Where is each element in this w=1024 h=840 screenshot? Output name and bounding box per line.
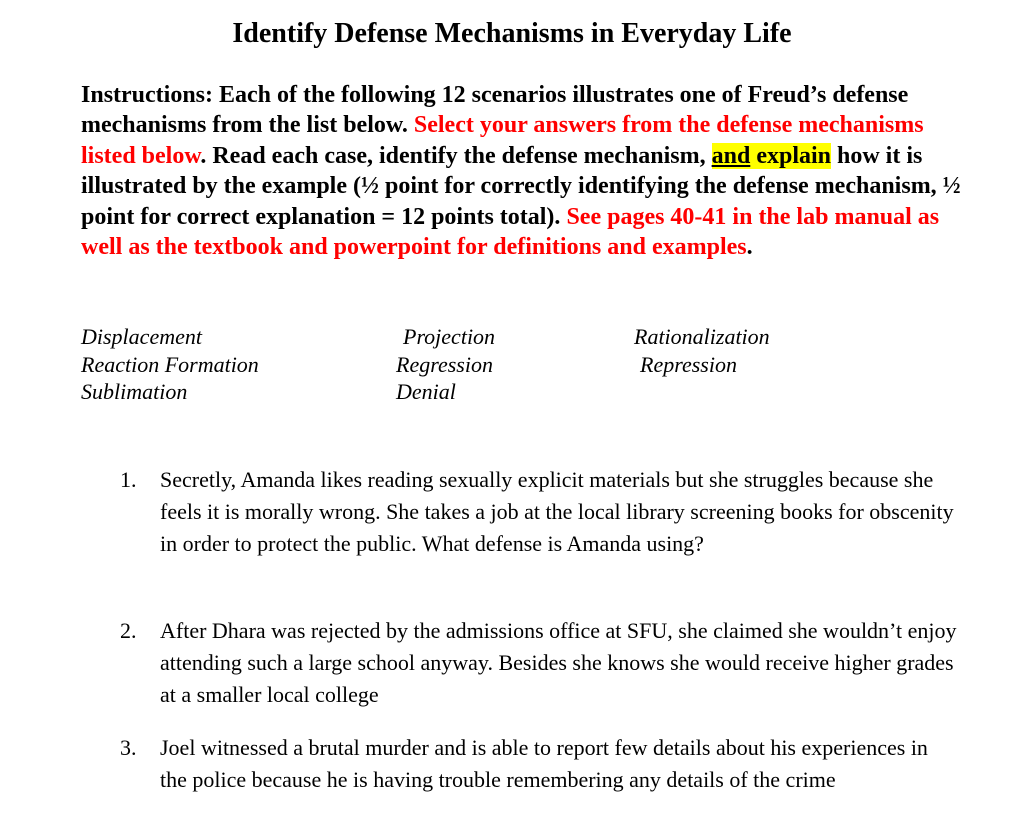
scenario-number: 2. — [120, 618, 137, 643]
underlined-and: and — [711, 142, 751, 169]
instructions-select-note: Select your answers from the defense mechanisms listed below — [81, 112, 924, 169]
highlighted-explain: explain — [750, 142, 831, 169]
mechanism-item: Rationalization — [634, 324, 770, 349]
scenario-text: Secretly, Amanda likes reading sexually explicit materials but she struggles because she feels it is morally wrong. She takes a job at the local library screening books for obscenity in order to protect the public. What defense is Amanda using? — [160, 467, 954, 556]
highlighted-and-explain — [712, 143, 831, 169]
instructions-end: . — [746, 234, 753, 261]
mechanism-item: Regression — [396, 351, 493, 377]
instructions-see-pages: See pages 40-41 in the lab manual as well as the textbook and powerpoint for definitions and examples — [81, 203, 940, 261]
mechanism-column-2 — [396, 323, 495, 406]
scenario-number: 3. — [120, 735, 137, 760]
mechanism-column-3 — [634, 323, 770, 378]
mechanism-column-1 — [81, 323, 259, 406]
scenario-text: Joel witnessed a brutal murder and is able to report few details about his experiences in the police because he is having trouble remembering any details of the crime — [160, 735, 928, 792]
mechanism-item: Reaction Formation — [81, 351, 259, 377]
instructions-read-case: . Read each case, identify the defense mechanism, — [200, 142, 712, 169]
mechanism-item: Denial — [396, 379, 456, 404]
mechanism-item: Displacement — [81, 324, 202, 349]
instructions-paragraph — [81, 80, 961, 262]
scenario-number: 1. — [120, 467, 137, 492]
instructions-intro: Instructions: Each of the following 12 scenarios illustrates one of Freud’s defense mechanisms from the list below. — [81, 82, 909, 139]
mechanism-item: Repression — [640, 351, 737, 377]
instructions-points: how it is illustrated by the example (½ point for correctly identifying the defense mechanism, ½ point for correct explanation = 12 points total). — [81, 142, 961, 230]
page-title: Identify Defense Mechanisms in Everyday Life — [232, 18, 792, 49]
mechanism-item: Projection — [403, 324, 496, 349]
mechanism-item: Sublimation — [81, 379, 188, 404]
scenario-text: After Dhara was rejected by the admissions office at SFU, she claimed she wouldn’t enjoy attending such a large school anyway. Besides she knows she would receive higher grades at a smaller local college — [160, 618, 957, 707]
